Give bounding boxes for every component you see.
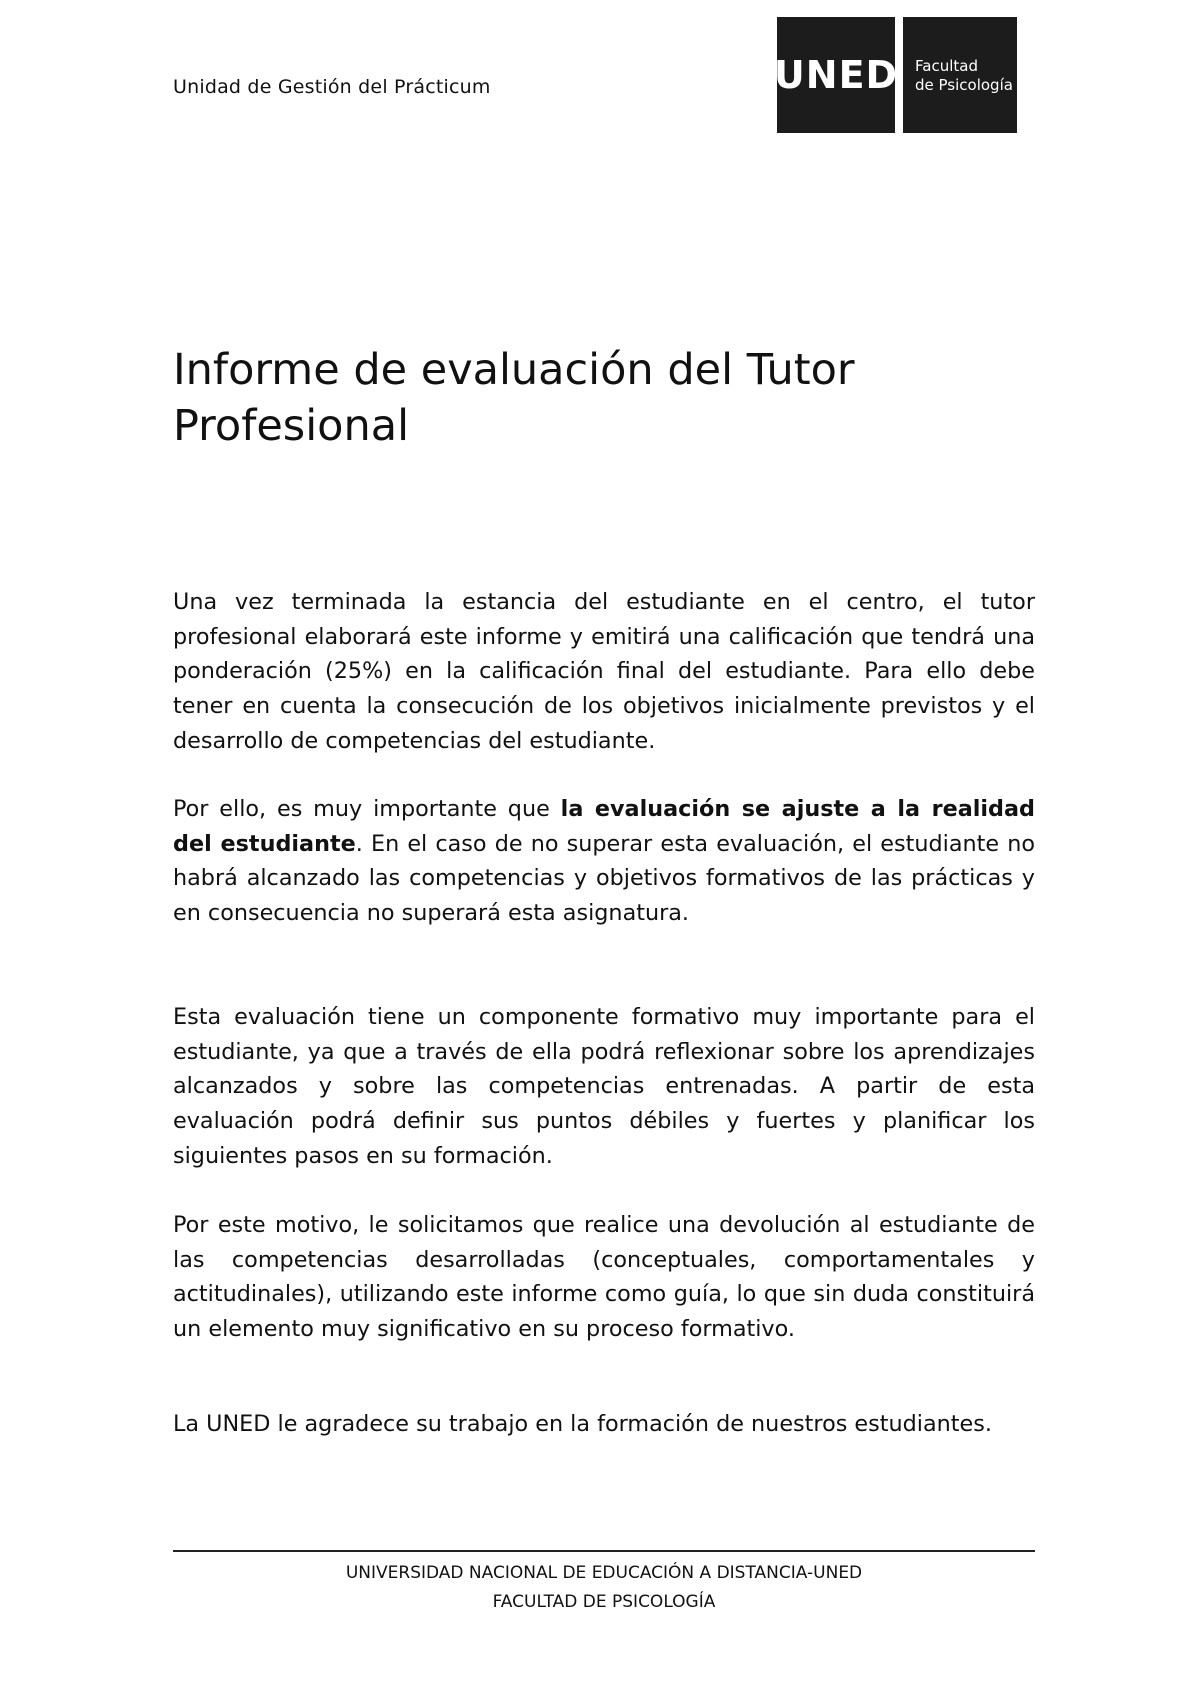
uned-logo-mark: UNED	[777, 17, 895, 133]
page-title-line1: Informe de evaluación del Tutor	[173, 345, 855, 395]
faculty-logo-line1: Facultad	[915, 57, 978, 75]
footer-university: UNIVERSIDAD NACIONAL DE EDUCACIÓN A DISTANCIA-UNED	[345, 1563, 863, 1583]
paragraph-formative: Esta evaluación tiene un componente formativo muy importante para el estudiante, ya que a través de ella podrá reflexionar sobre los aprendizajes alcanzados y sobre las competencias entrenadas. A partir de esta evaluación podrá definir sus puntos débiles y fuertes y planificar los siguientes pasos en su formación.	[173, 1004, 1035, 1169]
header-unit-label: Unidad de Gestión del Prácticum	[173, 76, 491, 98]
page-title	[173, 342, 1033, 454]
paragraph-request: Por este motivo, le solicitamos que realice una devolución al estudiante de las competencias desarrolladas (conceptuales, comportamentales y actitudinales), utilizando este informe como guía, lo que sin duda constituirá un elemento muy significativo en su proceso formativo.	[173, 1212, 1035, 1343]
paragraph-importance-start: Por ello, es muy importante que	[173, 796, 561, 822]
paragraph-importance-end: . En el caso de no superar esta evaluación, el estudiante no habrá alcanzado las competencias y objetivos formativos de las prácticas y en consecuencia no superará esta asignatura.	[173, 830, 1035, 927]
uned-logo	[773, 17, 1017, 133]
page-title-line2: Profesional	[173, 401, 410, 451]
paragraph-thanks: La UNED le agradece su trabajo en la formación de nuestros estudiantes.	[173, 1411, 992, 1437]
faculty-logo-box	[903, 17, 1017, 133]
faculty-logo-line2: de Psicología	[915, 76, 1013, 94]
footer-divider	[173, 1550, 1035, 1552]
paragraph-importance	[173, 792, 1035, 931]
paragraph-intro: Una vez terminada la estancia del estudiante en el centro, el tutor profesional elaborará este informe y emitirá una calificación que tendrá una ponderación (25%) en la calificación final del estudiante. Para ello debe tener en cuenta la consecución de los objetivos inicialmente previstos y el desarrollo de competencias del estudiante.	[173, 589, 1035, 754]
footer-faculty: FACULTAD DE PSICOLOGÍA	[492, 1592, 716, 1612]
paragraph-importance-emphasis: la evaluación se ajuste a la realidad del estudiante	[173, 796, 1035, 857]
